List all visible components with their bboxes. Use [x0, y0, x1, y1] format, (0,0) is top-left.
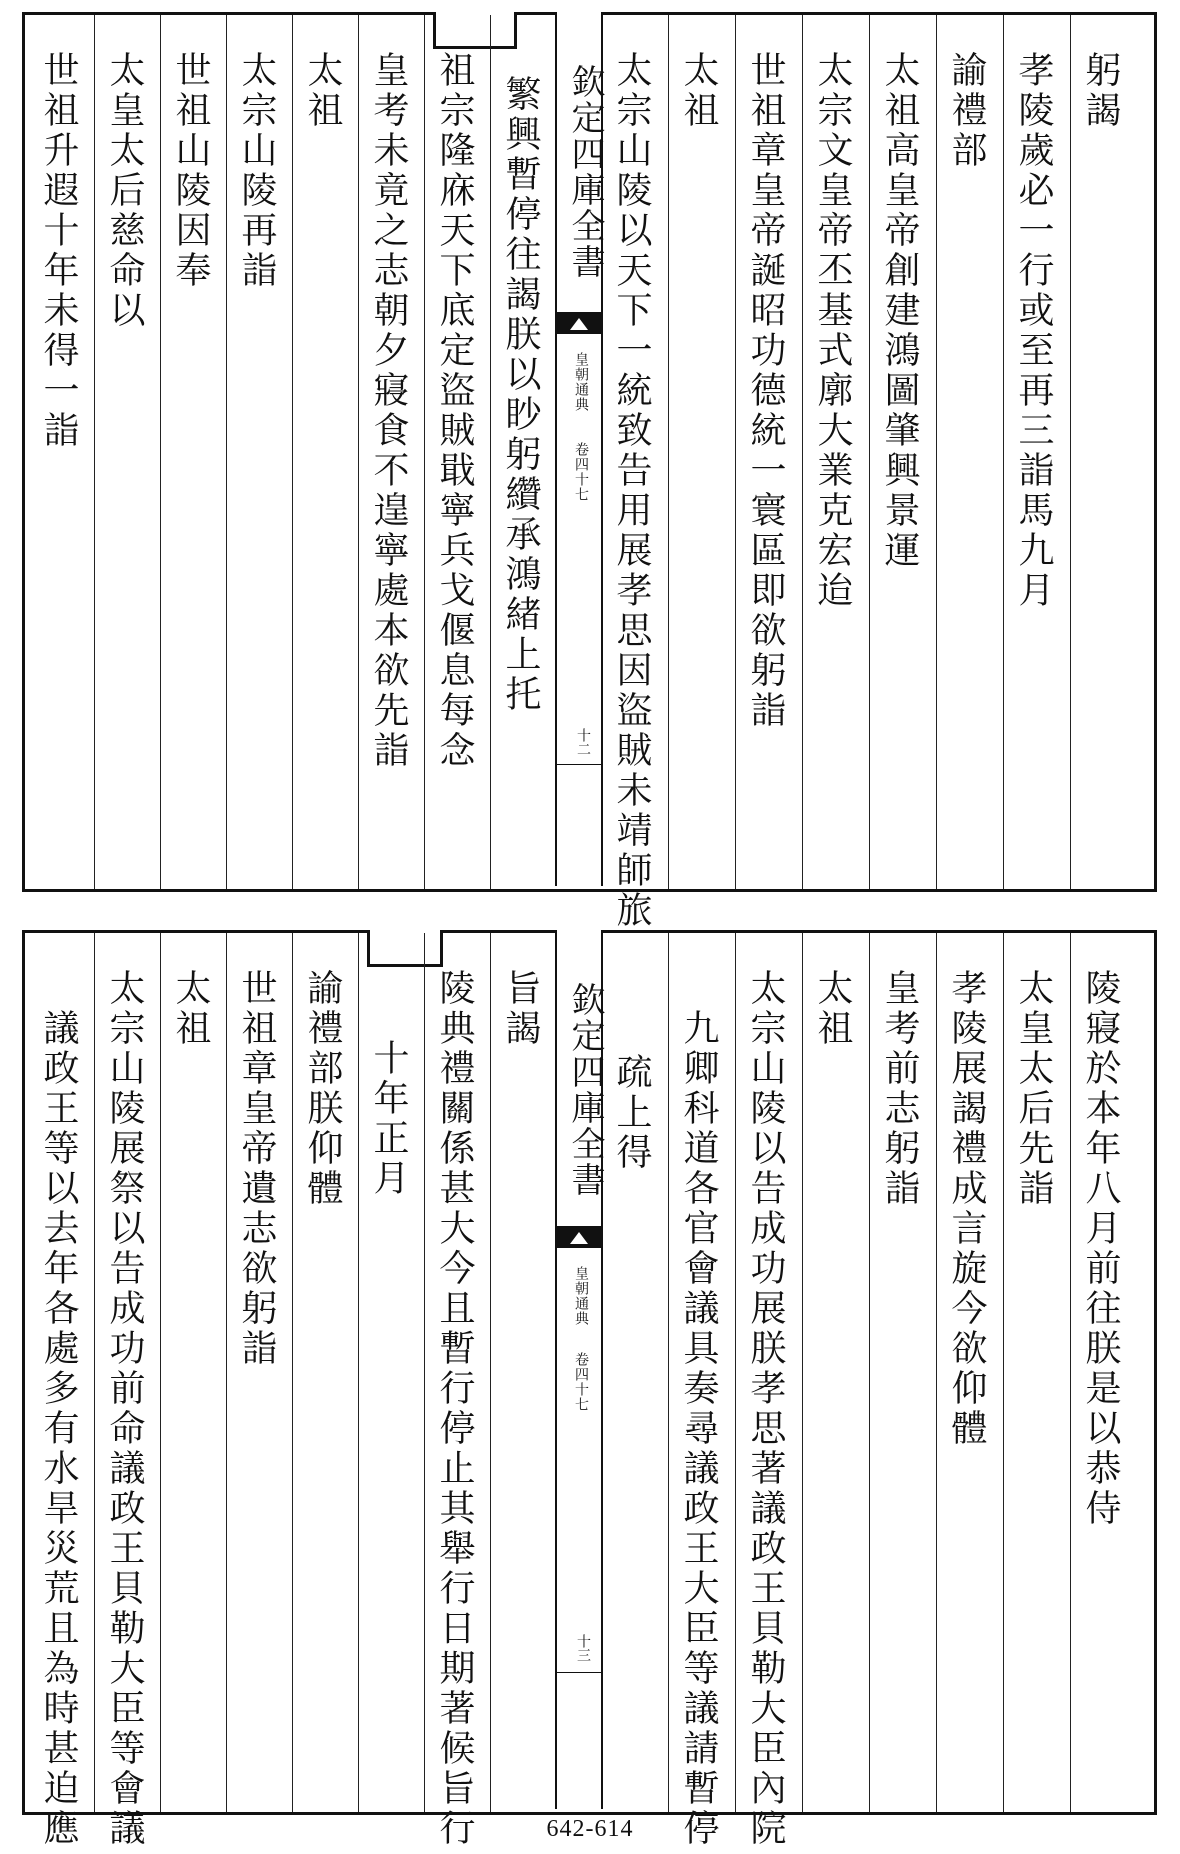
column-rule	[160, 933, 161, 1812]
book-title: 欽定四庫全書	[565, 982, 605, 1198]
column-text: 太祖	[678, 51, 719, 131]
column-rule	[668, 933, 669, 1812]
column-text: 太祖	[812, 969, 853, 1049]
upper-page	[22, 12, 1157, 931]
column-text: 皇考未竟之志朝夕寢食不遑寧處本欲先詣	[368, 51, 409, 771]
column-rule	[292, 15, 293, 889]
column-rule	[802, 15, 803, 889]
column-text: 世祖章皇帝誕昭功德統一寰區即欲躬詣	[745, 51, 786, 731]
column-text: 世祖章皇帝遺志欲躬詣	[236, 969, 277, 1369]
column-rule	[292, 933, 293, 1812]
book-title: 欽定四庫全書	[565, 64, 605, 280]
center-gutter	[555, 930, 603, 1809]
gutter-rule	[557, 764, 601, 765]
column-text: 諭禮部朕仰體	[302, 969, 343, 1209]
column-text: 孝陵歲必一行或至再三詣馬九月	[1013, 51, 1054, 611]
column-text: 陵寢於本年八月前往朕是以恭侍	[1080, 969, 1121, 1529]
column-text: 太祖	[170, 969, 211, 1049]
column-text: 太宗文皇帝丕基式廓大業克宏迨	[812, 51, 853, 611]
column-text: 繁興暫停往謁朕以眇躬纘承鴻緒上托	[500, 75, 541, 715]
column-text: 太祖高皇帝創建鴻圖肇興景運	[879, 51, 920, 571]
fishtail-mark	[557, 312, 601, 334]
column-rule	[358, 933, 359, 1812]
column-rule	[490, 15, 491, 889]
column-rule	[1070, 933, 1071, 1812]
column-rule	[668, 15, 669, 889]
column-rule	[1070, 15, 1071, 889]
column-rule	[94, 15, 95, 889]
gutter-subtitle: 皇朝通典	[573, 352, 589, 412]
column-rule	[869, 15, 870, 889]
folio-number: 642-614	[546, 1816, 634, 1842]
column-text: 皇考前志躬詣	[879, 969, 920, 1209]
column-text: 陵典禮關係甚大今且暫行停止其舉行日期著候旨行	[434, 969, 475, 1849]
column-text: 太宗山陵以天下一統致告用展孝思因盜賊未靖師旅	[611, 51, 652, 931]
column-text: 太皇太后慈命以	[104, 51, 145, 331]
column-rule	[802, 933, 803, 1812]
gutter-page-number: 十三	[575, 1634, 591, 1662]
column-rule	[936, 933, 937, 1812]
gutter-rule	[557, 1672, 601, 1673]
column-rule	[358, 15, 359, 889]
column-text: 議政王等以去年各處多有水旱災荒且為時甚迫應	[38, 1009, 79, 1849]
column-text: 諭禮部	[946, 51, 987, 171]
column-rule	[1003, 933, 1004, 1812]
column-text: 太皇太后先詣	[1013, 969, 1054, 1209]
page-notch	[367, 930, 443, 967]
column-text: 世祖升遐十年未得一詣	[38, 51, 79, 451]
column-text: 太宗山陵以告成功展朕孝思著議政王貝勒大臣內院	[745, 969, 786, 1849]
column-text: 九卿科道各官會議具奏尋議政王大臣等議請暫停	[678, 1009, 719, 1849]
column-text: 太宗山陵再詣	[236, 51, 277, 291]
column-text: 祖宗隆庥天下底定盜賊戢寧兵戈偃息每念	[434, 51, 475, 771]
column-rule	[424, 15, 425, 889]
column-rule	[735, 933, 736, 1812]
column-rule	[869, 933, 870, 1812]
column-rule	[936, 15, 937, 889]
column-text: 世祖山陵因奉	[170, 51, 211, 291]
gutter-page-number: 十二	[575, 728, 591, 756]
column-rule	[160, 15, 161, 889]
column-text: 孝陵展謁禮成言旋今欲仰體	[946, 969, 987, 1449]
column-rule	[1003, 15, 1004, 889]
fishtail-mark	[557, 1226, 601, 1248]
column-text: 十年正月	[368, 1039, 409, 1199]
column-rule	[735, 15, 736, 889]
column-text: 旨謁	[500, 969, 541, 1049]
gutter-subtitle: 皇朝通典	[573, 1266, 589, 1326]
column-rule	[94, 933, 95, 1812]
column-text: 疏上得	[611, 1053, 652, 1173]
column-rule	[424, 933, 425, 1812]
column-rule	[226, 933, 227, 1812]
column-text: 太祖	[302, 51, 343, 131]
page-notch	[433, 12, 517, 49]
gutter-volume: 卷四十七	[573, 442, 589, 502]
column-text: 太宗山陵展祭以告成功前命議政王貝勒大臣等會議	[104, 969, 145, 1849]
column-text: 躬謁	[1080, 51, 1121, 131]
column-rule	[490, 933, 491, 1812]
gutter-volume: 卷四十七	[573, 1352, 589, 1412]
column-rule	[226, 15, 227, 889]
center-gutter	[555, 12, 603, 886]
